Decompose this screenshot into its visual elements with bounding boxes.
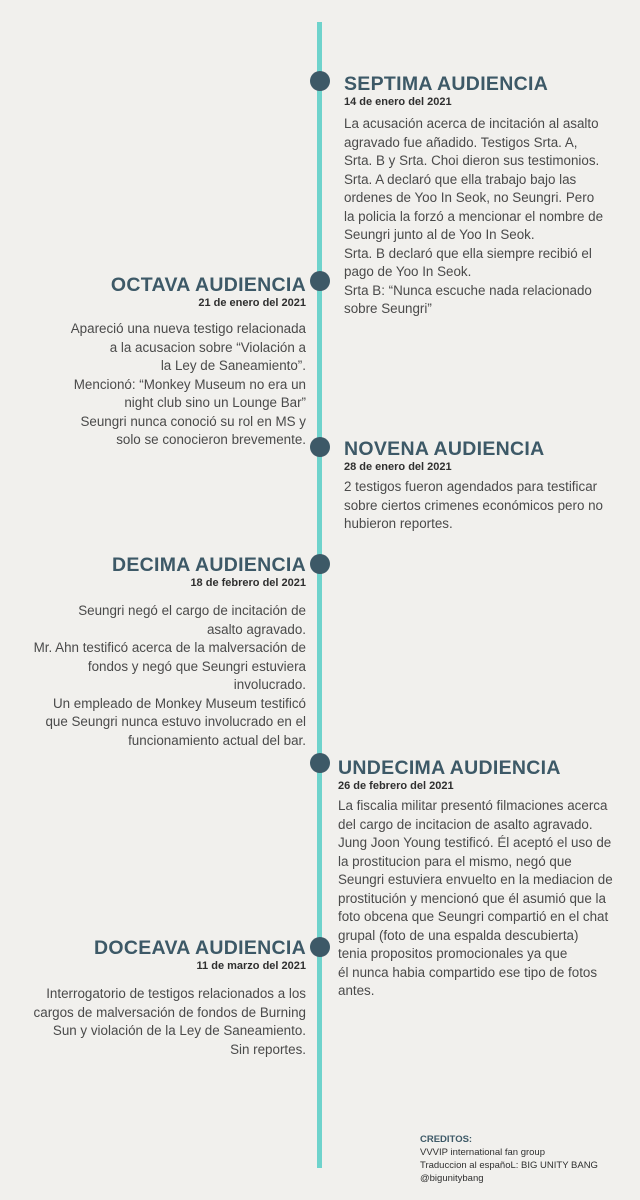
- text-line: night club sino un Lounge Bar”: [124, 395, 306, 410]
- hearing-decima: [34, 554, 306, 750]
- text-line: cargos de malversación de fondos de Burning: [33, 1004, 306, 1020]
- text-line: 2 testigos fueron agendados para testificar: [344, 479, 598, 494]
- credits-line: Traduccion al españoL: BIG UNITY BANG: [420, 1160, 598, 1171]
- hearing-doceava: [34, 937, 306, 1059]
- text-line: involucrado.: [233, 677, 306, 692]
- text-line: Srta. A declaró que ella trabajo bajo las: [344, 171, 577, 187]
- text-line: agravado fue añadido. Testigos Srta. A,: [344, 134, 578, 150]
- credits: [420, 1133, 598, 1185]
- text-line: hubieron reportes.: [344, 516, 453, 531]
- text-line: él nunca habia compartido ese tipo de fotos: [338, 964, 598, 980]
- hearing-novena: [344, 438, 634, 534]
- text-line: grupal (foto de una espalda descubierta): [338, 927, 579, 943]
- hearing-title: DECIMA AUDIENCIA: [111, 554, 306, 576]
- text-line: Apareció una nueva testigo relacionada: [70, 321, 306, 336]
- text-line: Jung Joon Young testificó. Él aceptó el uso de: [338, 835, 612, 850]
- text-line: Mencionó: “Monkey Museum no era un: [73, 376, 306, 392]
- text-line: Seungri estuviera envuelto en la mediacion de: [338, 872, 613, 887]
- hearing-date: 11 de marzo del 2021: [196, 960, 306, 972]
- text-line: pago de Yoo In Seok.: [344, 264, 472, 279]
- text-line: tenia propositos promocionales ya que: [338, 946, 568, 961]
- text-line: Seungri negó el cargo de incitación de: [78, 603, 306, 618]
- hearing-date: 21 de enero del 2021: [198, 297, 306, 309]
- text-line: sobre Seungri”: [344, 301, 432, 316]
- text-line: que Seungri nunca estuvo involucrado en el: [45, 714, 306, 729]
- hearing-octava: [71, 274, 306, 450]
- hearing-title: UNDECIMA AUDIENCIA: [338, 757, 561, 779]
- text-line: asalto agravado.: [206, 621, 306, 637]
- text-line: la policia la forzó a mencionar el nombre de: [344, 208, 604, 224]
- timeline-line: [317, 22, 322, 1168]
- text-line: a la acusacion sobre “Violación a: [109, 339, 306, 355]
- text-line: la prostitucion para el mismo, negó que: [338, 853, 572, 869]
- hearing-text: [338, 797, 628, 1001]
- text-line: Sun y violación de la Ley de Saneamiento.: [52, 1023, 306, 1038]
- hearing-undecima: [338, 757, 628, 1001]
- hearing-date: 18 de febrero del 2021: [190, 577, 306, 589]
- text-line: Seungri nunca conoció su rol en MS y: [80, 413, 306, 429]
- hearing-title: DOCEAVA AUDIENCIA: [93, 937, 306, 959]
- hearing-date: 14 de enero del 2021: [344, 96, 452, 108]
- text-line: antes.: [338, 983, 375, 998]
- hearing-septima: [344, 73, 634, 319]
- hearing-title: SEPTIMA AUDIENCIA: [344, 73, 549, 95]
- text-line: fondos y negó que Seungri estuviera: [87, 658, 306, 674]
- hearing-text: [344, 115, 634, 319]
- text-line: La acusación acerca de incitación al asalto: [344, 116, 599, 131]
- credits-heading: CREDITOS:: [420, 1134, 473, 1145]
- timeline-dot-doceava: [310, 937, 330, 957]
- credits-line: VVVIP international fan group: [420, 1147, 545, 1158]
- text-line: Seungri junto al de Yoo In Seok.: [344, 227, 535, 242]
- timeline-dot-septima: [310, 71, 330, 91]
- text-line: del cargo de incitacion de asalto agravado.: [338, 816, 593, 832]
- text-line: funcionamiento actual del bar.: [128, 732, 306, 748]
- hearing-text: [34, 985, 306, 1059]
- hearing-date: 28 de enero del 2021: [344, 461, 452, 473]
- text-line: Un empleado de Monkey Museum testificó: [52, 695, 306, 711]
- hearing-date: 26 de febrero del 2021: [338, 780, 454, 792]
- timeline-dot-undecima: [310, 753, 330, 773]
- hearing-title: NOVENA AUDIENCIA: [344, 438, 545, 460]
- text-line: ordenes de Yoo In Seok, no Seungri. Pero: [344, 190, 595, 205]
- text-line: Srta B: “Nunca escuche nada relacionado: [344, 282, 592, 298]
- text-line: solo se conocieron brevemente.: [116, 432, 306, 447]
- hearing-text: [34, 602, 306, 750]
- text-line: la Ley de Saneamiento”.: [160, 358, 306, 373]
- hearing-text: [71, 320, 306, 450]
- text-line: Sin reportes.: [230, 1041, 306, 1057]
- text-line: Srta. B y Srta. Choi dieron sus testimonios.: [344, 153, 600, 168]
- text-line: Interrogatorio de testigos relacionados a los: [46, 986, 306, 1001]
- text-line: Mr. Ahn testificó acerca de la malversación de: [33, 640, 306, 655]
- text-line: foto obcena que Seungri compartió en el chat: [338, 909, 609, 924]
- text-line: La fiscalia militar presentó filmaciones acerca: [338, 798, 608, 813]
- hearing-title: OCTAVA AUDIENCIA: [110, 274, 306, 296]
- timeline-dot-decima: [310, 554, 330, 574]
- text-line: prostitución y mencionó que él asumió que la: [338, 890, 606, 906]
- credits-handle: @bigunitybang: [420, 1173, 484, 1184]
- timeline-dot-novena: [310, 437, 330, 457]
- hearing-text: [344, 478, 634, 534]
- text-line: sobre ciertos crimenes económicos pero no: [344, 497, 604, 513]
- text-line: Srta. B declaró que ella siempre recibió el: [344, 245, 592, 261]
- timeline-dot-octava: [310, 271, 330, 291]
